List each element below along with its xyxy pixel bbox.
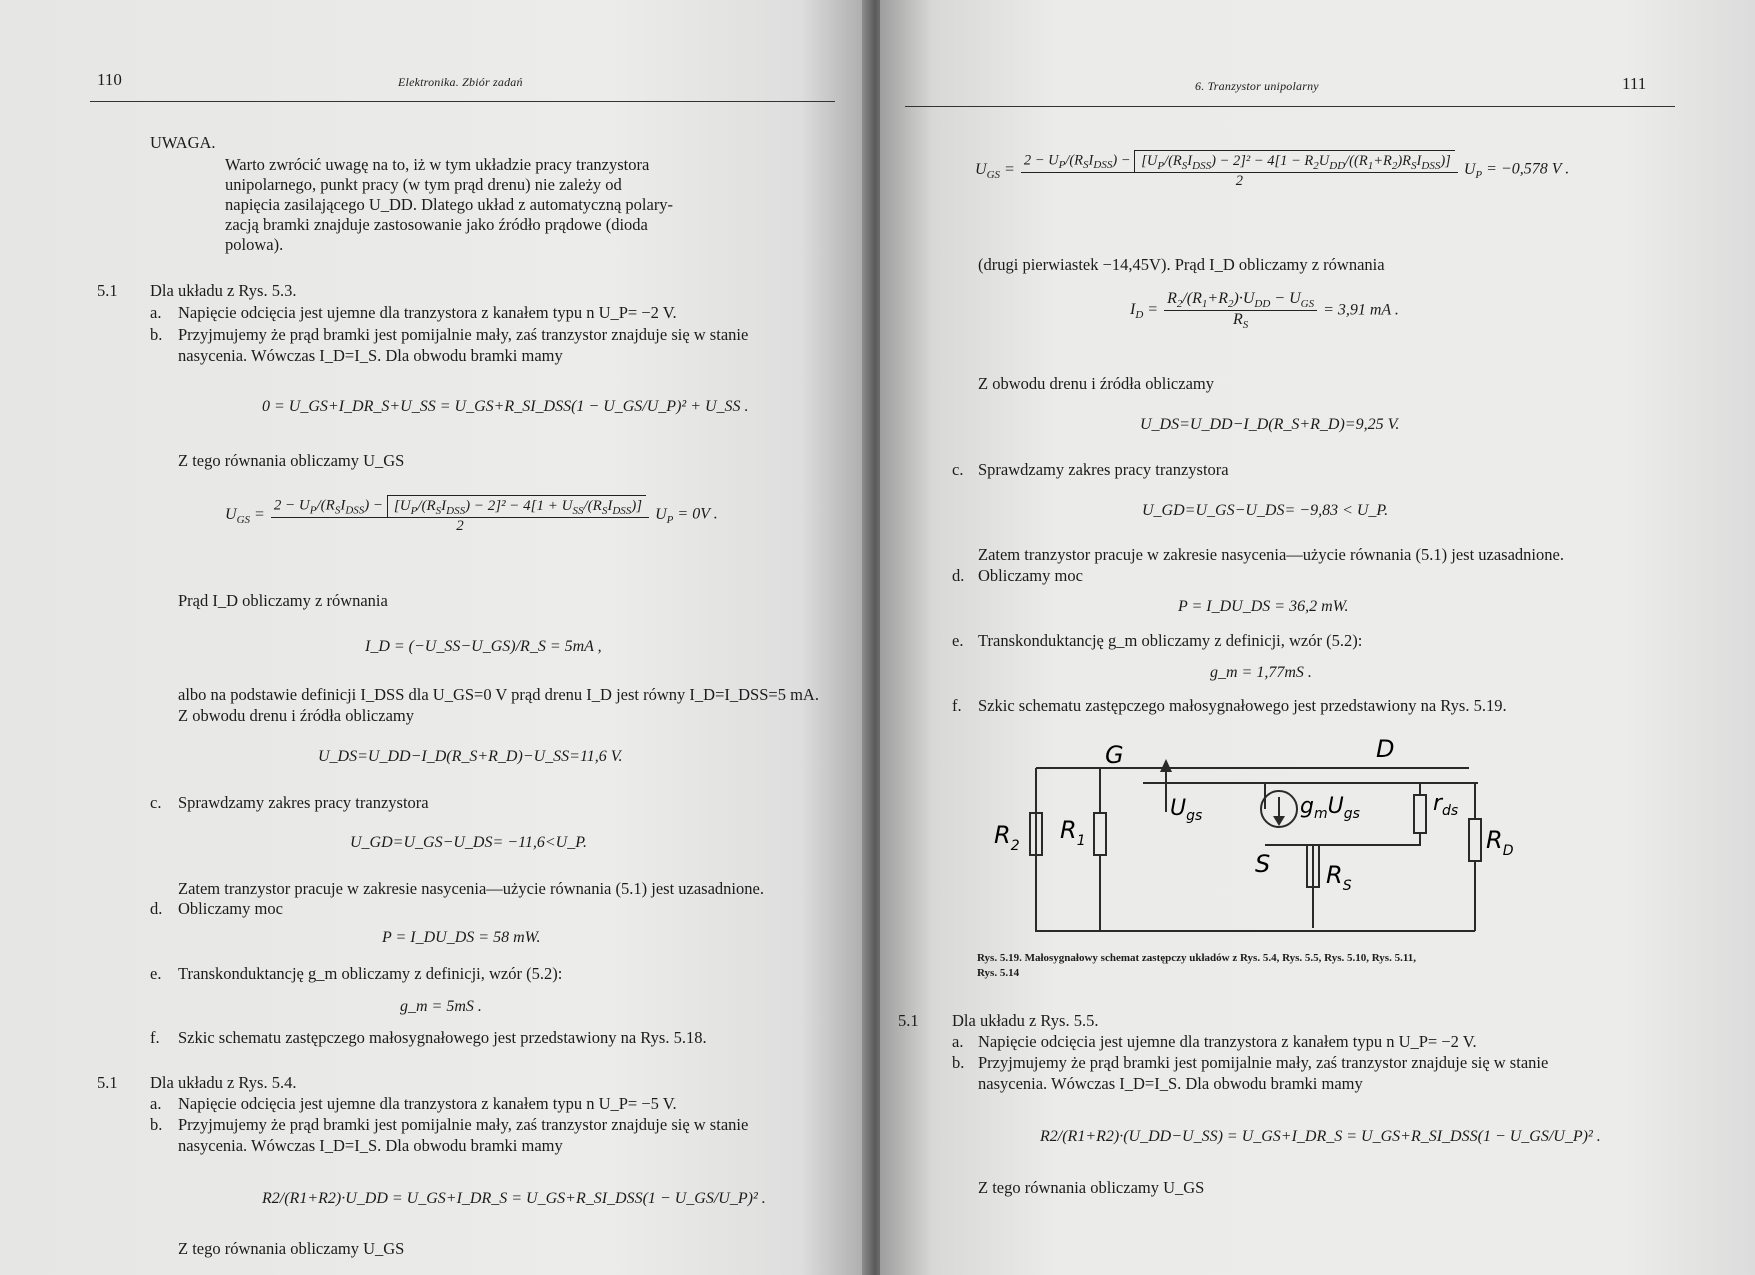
page-number: 110 [97,70,122,89]
equation: P = I_DU_DS = 36,2 mW. [1178,598,1349,615]
item-label: a. [952,1032,964,1051]
gm-ugs-label: $g_mU_{gs}$ [1300,794,1360,822]
note-line: polowa). [225,235,284,254]
item-label: b. [150,1115,163,1134]
item-label: b. [150,325,163,344]
bottom-left-wire [1036,768,1198,931]
running-title: Elektronika. Zbiór zadań [398,75,523,89]
ugs-arrow-head [1160,759,1172,772]
body-text: Z tego równania obliczamy U_GS [178,1239,405,1258]
running-title: 6. Tranzystor unipolarny [1195,79,1319,93]
item-text: Przyjmujemy że prąd bramki jest pomijalnie mały, zaś tranzystor znajduje się w stanie [178,1115,749,1134]
equation: R2/(R1+R2)·U_DD = U_GS+I_DR_S = U_GS+R_SI_DSS(1 − U_GS/U_P)² . [262,1190,766,1207]
node-s-label: S [1255,850,1271,878]
source-wire [1265,845,1313,928]
problem-number: 5.1 [97,281,118,300]
rds-resistor [1414,795,1426,833]
rs-label: $R_S$ [1326,861,1352,894]
item-label: a. [150,303,162,322]
item-label: f. [952,696,962,715]
equation-ugs: $U_{GS}$ = $2 - U_P/(R_SI_{DSS}) - [U_P/(R_SI_{DSS}) - 2]^2 - 4[1 - R_2U_{DD}/((R_1+R_2)R_SI_{DSS})]$ 2 $U_P = -0,578$ V . [975,150,1569,190]
current-source-arrow-head [1273,816,1285,826]
item-label: f. [150,1028,160,1047]
item-text: Napięcie odcięcia jest ujemne dla tranzystora z kanałem typu n U_P= −5 V. [178,1094,677,1113]
note-heading: UWAGA. [150,133,216,152]
item-text: Napięcie odcięcia jest ujemne dla tranzystora z kanałem typu n U_P= −2 V. [178,303,677,322]
equation: 0 = U_GS+I_DR_S+U_SS = U_GS+R_SI_DSS(1 − U_GS/U_P)² + U_SS . [262,398,749,415]
equation: g_m = 5mS . [400,998,482,1015]
equation: R2/(R1+R2)·(U_DD−U_SS) = U_GS+I_DR_S = U_GS+R_SI_DSS(1 − U_GS/U_P)² . [1040,1128,1601,1145]
item-text: Obliczamy moc [178,899,283,918]
node-d-label: D [1376,735,1395,763]
problem-number: 5.1 [97,1073,118,1092]
node-g-label: G [1105,741,1124,769]
rd-resistor [1469,819,1481,861]
r1-label: $R_1$ [1060,816,1086,849]
equation: U_DS=U_DD−I_D(R_S+R_D)−U_SS=11,6 V. [318,748,623,765]
item-text: Szkic schematu zastępczego małosygnałowego jest przedstawiony na Rys. 5.18. [178,1028,707,1047]
item-text: Sprawdzamy zakres pracy tranzystora [978,460,1229,479]
problem-intro: Dla układu z Rys. 5.3. [150,281,297,300]
body-text: Prąd I_D obliczamy z równania [178,591,388,610]
ugs-label: $U_{gs}$ [1170,796,1203,824]
item-label: a. [150,1094,162,1113]
rds-label: $r_{ds}$ [1433,791,1459,819]
item-text: Transkonduktancję g_m obliczamy z definicji, wzór (5.2): [978,631,1363,650]
body-text: Zatem tranzystor pracuje w zakresie nasycenia—użycie równania (5.1) jest uzasadnione. [178,879,764,898]
item-label: c. [150,793,162,812]
equation-result: = 3,91 mA . [1323,301,1399,319]
figure-caption: Rys. 5.14 [977,967,1020,979]
note-line: zacją bramki znajduje zastosowanie jako źródło prądowe (dioda [225,215,648,234]
item-text: Transkonduktancję g_m obliczamy z definicji, wzór (5.2): [178,964,563,983]
item-text: Szkic schematu zastępczego małosygnałowego jest przedstawiony na Rys. 5.19. [978,696,1507,715]
equation-ugs: $U_{GS}$ = $\frac{2 - U_P/(R_SI_{DSS}) - [U_P/(R_SI_{DSS}) - 2]^2 - 4[1 + U_{SS}/(R_SI_{DSS})]}{2}$ $U_P = 0V$ . [225,495,718,535]
item-text: nasycenia. Wówczas I_D=I_S. Dla obwodu bramki mamy [978,1074,1363,1093]
right-page [880,0,1755,1275]
item-label: e. [952,631,964,650]
note-line: Warto zwrócić uwagę na to, iż w tym układzie pracy tranzystora [225,155,650,174]
body-text: Z tego równania obliczamy U_GS [978,1178,1205,1197]
item-label: d. [952,566,965,585]
item-text: Napięcie odcięcia jest ujemne dla tranzystora z kanałem typu n U_P= −2 V. [978,1032,1477,1051]
body-text: Zatem tranzystor pracuje w zakresie nasycenia—użycie równania (5.1) jest uzasadnione. [978,545,1564,564]
rd-label: $R_D$ [1486,826,1514,859]
item-text: Obliczamy moc [978,566,1083,585]
body-text: Z obwodu drenu i źródła obliczamy [178,706,414,725]
equation-id: $I_D$ = $\frac{R_2/(R_1+R_2)\cdot U_{DD} - U_{GS}}{R_S}$ = 3,91 mA . [1130,290,1399,332]
equation: I_D = (−U_SS−U_GS)/R_S = 5mA , [365,638,602,655]
problem-intro: Dla układu z Rys. 5.5. [952,1011,1099,1030]
item-label: e. [150,964,162,983]
header-rule [90,101,835,102]
item-text: nasycenia. Wówczas I_D=I_S. Dla obwodu bramki mamy [178,346,563,365]
note-line: napięcia zasilającego U_DD. Dlatego układ z automatyczną polary- [225,195,674,214]
equation: U_DS=U_DD−I_D(R_S+R_D)=9,25 V. [1140,416,1400,433]
problem-intro: Dla układu z Rys. 5.4. [150,1073,297,1092]
item-label: c. [952,460,964,479]
body-text: (drugi pierwiastek −14,45V). Prąd I_D obliczamy z równania [978,255,1385,274]
item-text: Przyjmujemy że prąd bramki jest pomijalnie mały, zaś tranzystor znajduje się w stanie [978,1053,1549,1072]
figure-caption: Rys. 5.19. Małosygnałowy schemat zastępczy układów z Rys. 5.4, Rys. 5.5, Rys. 5.10, Rys. 5.11, [977,952,1416,964]
equation-result: = −0,578 V . [1486,160,1570,178]
small-signal-circuit-diagram [880,0,1755,960]
r1-resistor [1094,813,1106,855]
item-text: nasycenia. Wówczas I_D=I_S. Dla obwodu bramki mamy [178,1136,563,1155]
body-text: Z obwodu drenu i źródła obliczamy [978,374,1214,393]
problem-number: 5.1 [898,1011,919,1030]
r2-label: $R_2$ [994,821,1020,854]
body-text: Z tego równania obliczamy U_GS [178,451,405,470]
equation: U_GD=U_GS−U_DS= −11,6<U_P. [350,834,587,851]
equation-result: = 0V . [677,505,718,523]
equation: U_GD=U_GS−U_DS= −9,83 < U_P. [1142,502,1389,519]
item-label: d. [150,899,163,918]
note-line: unipolarnego, punkt pracy (w tym prąd drenu) nie zależy od [225,175,622,194]
item-text: Przyjmujemy że prąd bramki jest pomijalnie mały, zaś tranzystor znajduje się w stanie [178,325,749,344]
equation: P = I_DU_DS = 58 mW. [382,929,541,946]
body-text: albo na podstawie definicji I_DSS dla U_GS=0 V prąd drenu I_D jest równy I_D=I_DSS=5 mA. [178,685,819,704]
left-page [0,0,870,1275]
item-label: b. [952,1053,965,1072]
item-text: Sprawdzamy zakres pracy tranzystora [178,793,429,812]
equation: g_m = 1,77mS . [1210,664,1312,681]
page-number: 111 [1622,74,1647,93]
